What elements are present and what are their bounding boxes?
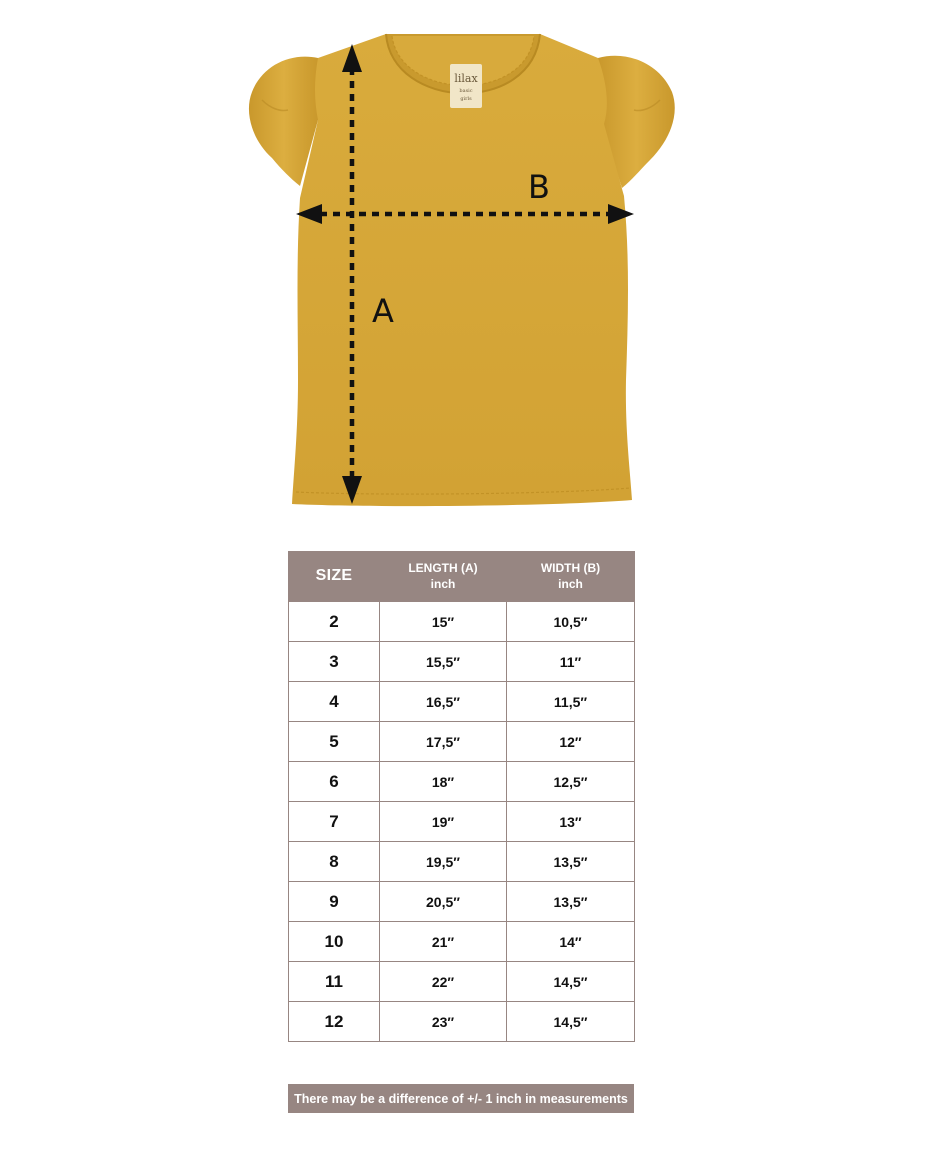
- header-size: SIZE: [289, 551, 380, 602]
- tag-brand-text: lilax: [454, 72, 478, 85]
- table-row: [289, 1002, 635, 1042]
- length-cell: 19″: [380, 802, 507, 842]
- table-row: [289, 642, 635, 682]
- size-cell: 3: [289, 642, 380, 682]
- width-cell: 12,5″: [507, 762, 635, 802]
- table-row: [289, 602, 635, 642]
- size-cell: 2: [289, 602, 380, 642]
- length-cell: 16,5″: [380, 682, 507, 722]
- length-cell: 15,5″: [380, 642, 507, 682]
- length-cell: 19,5″: [380, 842, 507, 882]
- width-cell: 11,5″: [507, 682, 635, 722]
- width-cell: 14″: [507, 922, 635, 962]
- size-cell: 10: [289, 922, 380, 962]
- size-cell: 11: [289, 962, 380, 1002]
- size-table: [288, 551, 635, 1042]
- size-cell: 5: [289, 722, 380, 762]
- length-cell: 15″: [380, 602, 507, 642]
- header-length: [380, 551, 507, 602]
- header-width-label: WIDTH (B): [540, 561, 601, 575]
- width-cell: 13,5″: [507, 882, 635, 922]
- length-cell: 20,5″: [380, 882, 507, 922]
- header-width-unit: inch: [558, 577, 583, 591]
- table-row: [289, 722, 635, 762]
- width-cell: 11″: [507, 642, 635, 682]
- table-row: [289, 882, 635, 922]
- table-header-row: [289, 551, 635, 602]
- size-cell: 7: [289, 802, 380, 842]
- table-row: [289, 962, 635, 1002]
- width-cell: 12″: [507, 722, 635, 762]
- svg-text:girls: girls: [460, 96, 472, 102]
- length-cell: 17,5″: [380, 722, 507, 762]
- length-cell: 18″: [380, 762, 507, 802]
- header-length-unit: inch: [430, 577, 456, 591]
- size-cell: 4: [289, 682, 380, 722]
- header-length-label: LENGTH (A): [408, 561, 478, 575]
- length-cell: 22″: [380, 962, 507, 1002]
- width-cell: 10,5″: [507, 602, 635, 642]
- size-cell: 9: [289, 882, 380, 922]
- length-label: A: [372, 292, 394, 330]
- table-row: [289, 922, 635, 962]
- width-cell: 13,5″: [507, 842, 635, 882]
- length-cell: 23″: [380, 1002, 507, 1042]
- table-row: [289, 802, 635, 842]
- svg-text:basic: basic: [459, 88, 473, 94]
- table-row: [289, 842, 635, 882]
- header-width: [507, 551, 635, 602]
- measurement-disclaimer: There may be a difference of +/- 1 inch in measurements: [288, 1084, 634, 1113]
- table-row: [289, 762, 635, 802]
- width-cell: 14,5″: [507, 962, 635, 1002]
- tshirt-measurement-diagram: [0, 0, 925, 530]
- length-cell: 21″: [380, 922, 507, 962]
- width-label: B: [528, 168, 550, 206]
- neck-tag: [450, 64, 482, 108]
- width-cell: 14,5″: [507, 1002, 635, 1042]
- size-cell: 12: [289, 1002, 380, 1042]
- size-chart: [288, 551, 634, 1042]
- size-cell: 6: [289, 762, 380, 802]
- width-cell: 13″: [507, 802, 635, 842]
- table-row: [289, 682, 635, 722]
- size-cell: 8: [289, 842, 380, 882]
